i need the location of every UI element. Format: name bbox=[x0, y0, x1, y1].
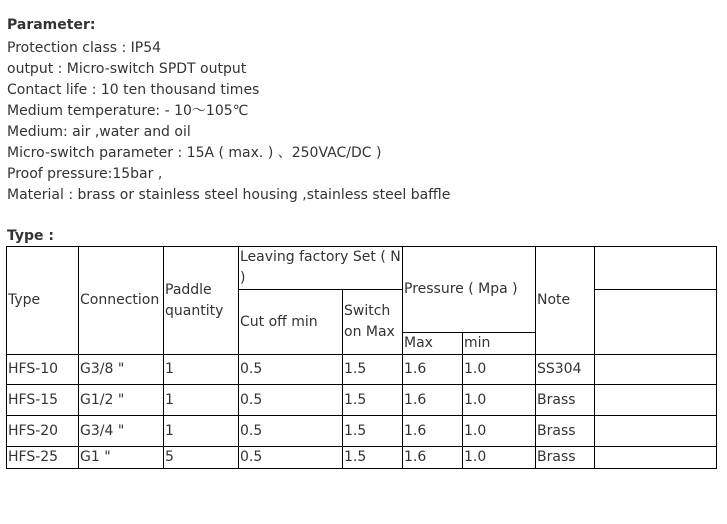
param-contact-life: Contact life : 10 ten thousand times bbox=[7, 82, 260, 98]
cell-switch-on-max: 1.5 bbox=[343, 385, 403, 416]
cell-switch-on-max: 1.5 bbox=[343, 355, 403, 385]
cell-connection: G1/2 " bbox=[79, 385, 164, 416]
header-row-1 bbox=[7, 247, 717, 290]
header-connection: Connection bbox=[79, 247, 164, 355]
cell-type: HFS-10 bbox=[7, 355, 79, 385]
cell-paddle-quantity: 5 bbox=[164, 447, 239, 469]
header-switch-on-max: Switch on Max bbox=[343, 290, 403, 355]
cell-pressure-max: 1.6 bbox=[403, 416, 463, 447]
header-pressure-max: Max bbox=[403, 333, 463, 355]
cell-note: Brass bbox=[536, 447, 595, 469]
cell-extra bbox=[595, 355, 717, 385]
cell-pressure-min: 1.0 bbox=[463, 416, 536, 447]
header-note: Note bbox=[536, 247, 595, 355]
table-row bbox=[7, 447, 717, 469]
cell-extra bbox=[595, 385, 717, 416]
header-leaving-factory-set: Leaving factory Set ( N ) bbox=[239, 247, 403, 290]
param-medium: Medium: air ,water and oil bbox=[7, 124, 191, 140]
header-paddle-quantity: Paddle quantity bbox=[164, 247, 239, 355]
cell-note: SS304 bbox=[536, 355, 595, 385]
param-proof-pressure: Proof pressure:15bar , bbox=[7, 166, 163, 182]
cell-pressure-max: 1.6 bbox=[403, 447, 463, 469]
header-type: Type bbox=[7, 247, 79, 355]
param-micro-switch: Micro-switch parameter : 15A ( max. ) 、250VAC/DC ) bbox=[7, 145, 382, 161]
header-extra-cell-2 bbox=[595, 290, 717, 355]
cell-cut-off-min: 0.5 bbox=[239, 355, 343, 385]
param-medium-temperature: Medium temperature: - 10～105℃ bbox=[7, 103, 249, 119]
table-row bbox=[7, 385, 717, 416]
cell-paddle-quantity: 1 bbox=[164, 416, 239, 447]
cell-paddle-quantity: 1 bbox=[164, 385, 239, 416]
table-row bbox=[7, 416, 717, 447]
header-pressure: Pressure ( Mpa ) bbox=[403, 247, 536, 333]
cell-pressure-min: 1.0 bbox=[463, 385, 536, 416]
cell-paddle-quantity: 1 bbox=[164, 355, 239, 385]
cell-note: Brass bbox=[536, 385, 595, 416]
cell-type: HFS-15 bbox=[7, 385, 79, 416]
cell-note: Brass bbox=[536, 416, 595, 447]
cell-connection: G3/4 " bbox=[79, 416, 164, 447]
spec-table bbox=[6, 246, 717, 469]
cell-pressure-max: 1.6 bbox=[403, 355, 463, 385]
type-heading: Type : bbox=[7, 228, 55, 244]
cell-pressure-min: 1.0 bbox=[463, 447, 536, 469]
cell-connection: G1 " bbox=[79, 447, 164, 469]
header-cut-off-min: Cut off min bbox=[239, 290, 343, 355]
cell-pressure-max: 1.6 bbox=[403, 385, 463, 416]
cell-cut-off-min: 0.5 bbox=[239, 385, 343, 416]
header-pressure-min: min bbox=[463, 333, 536, 355]
table-row bbox=[7, 355, 717, 385]
param-protection-class: Protection class : IP54 bbox=[7, 40, 162, 56]
parameter-list bbox=[7, 38, 450, 206]
cell-extra bbox=[595, 447, 717, 469]
cell-connection: G3/8 " bbox=[79, 355, 164, 385]
param-material: Material : brass or stainless steel housing ,stainless steel baffle bbox=[7, 187, 451, 203]
cell-extra bbox=[595, 416, 717, 447]
cell-cut-off-min: 0.5 bbox=[239, 447, 343, 469]
param-output: output : Micro-switch SPDT output bbox=[7, 61, 247, 77]
parameter-heading: Parameter: bbox=[7, 17, 96, 33]
cell-type: HFS-20 bbox=[7, 416, 79, 447]
header-extra-cell bbox=[595, 247, 717, 290]
cell-cut-off-min: 0.5 bbox=[239, 416, 343, 447]
cell-switch-on-max: 1.5 bbox=[343, 447, 403, 469]
cell-switch-on-max: 1.5 bbox=[343, 416, 403, 447]
cell-pressure-min: 1.0 bbox=[463, 355, 536, 385]
cell-type: HFS-25 bbox=[7, 447, 79, 469]
